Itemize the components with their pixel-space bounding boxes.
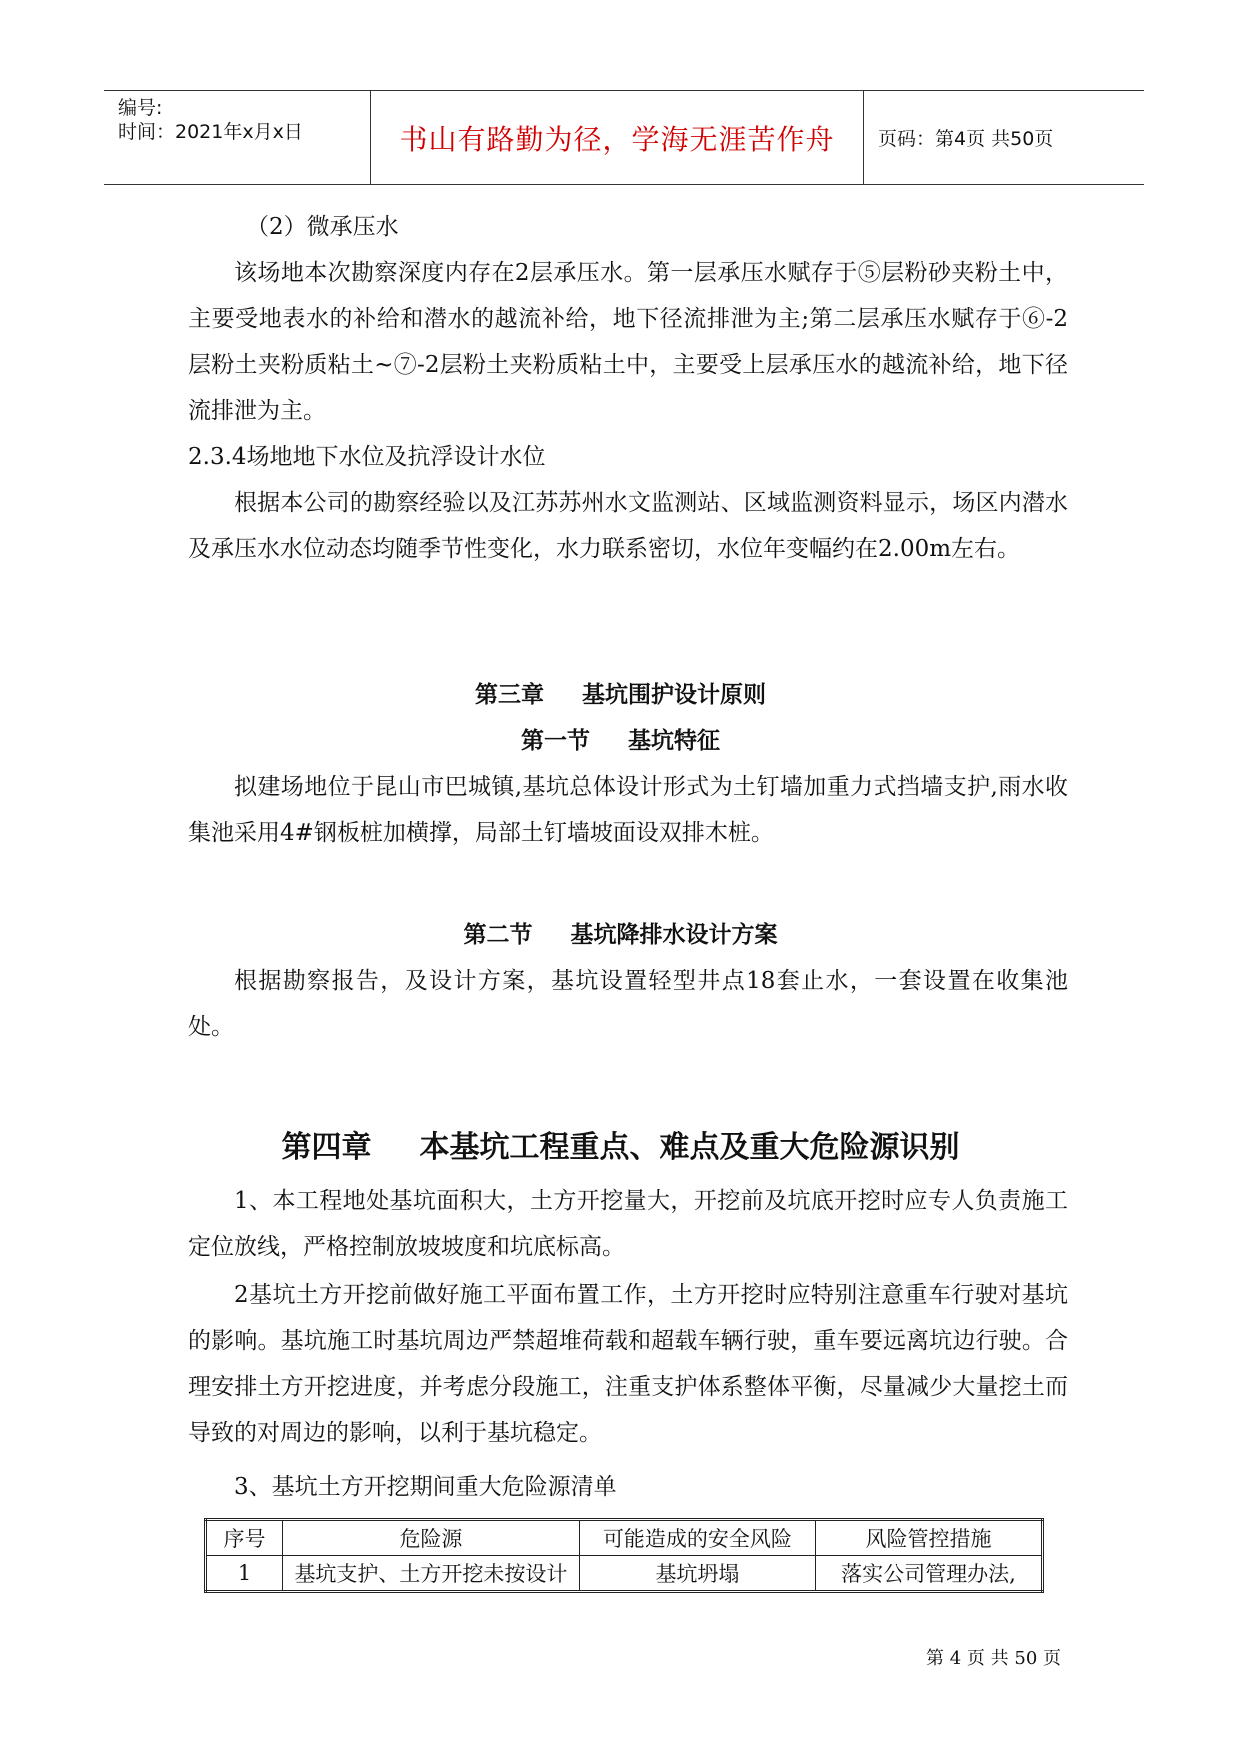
header-motto: 书山有路勤为径，学海无涯苦作舟	[399, 122, 835, 156]
chapter-heading	[0, 676, 1241, 709]
paragraph: 2基坑土方开挖前做好施工平面布置工作，土方开挖时应特别注意重车行驶对基坑的影响。基坑施工时基坑周边严禁超堆荷载和超载车辆行驶，重车要远离坑边行驶。合理安排土方开挖进度，并考虑分段施工，注重支护体系整体平衡，尽量减少大量挖土而导致的对周边的影响，以利于基坑稳定。	[188, 1282, 1068, 1446]
chapter-heading	[0, 1122, 1241, 1166]
header-meta-cell	[104, 91, 371, 184]
section-heading	[0, 916, 1241, 949]
page-footer: 第 4 页 共 50 页	[926, 1648, 1061, 1669]
chapter-number: 第三章	[475, 682, 544, 708]
section-heading: 2.3.4场地地下水位及抗浮设计水位	[188, 444, 546, 470]
paragraph: 根据勘察报告，及设计方案，基坑设置轻型井点18套止水，一套设置在收集池处。	[188, 968, 1068, 1040]
page-header	[104, 90, 1144, 185]
table-cell: 基坑坍塌	[579, 1556, 815, 1592]
chapter-title: 基坑围护设计原则	[582, 682, 766, 708]
document-time-label: 时间：2021年x月x日	[118, 121, 303, 143]
header-motto-cell	[371, 91, 864, 184]
section-title: 基坑特征	[628, 728, 720, 754]
paragraph: 根据本公司的勘察经验以及江苏苏州水文监测站、区域监测资料显示，场区内潜水及承压水水位动态均随季节性变化，水力联系密切，水位年变幅约在2.00m左右。	[188, 490, 1068, 562]
table-header-cell: 危险源	[283, 1520, 580, 1556]
table-header-cell: 序号	[206, 1520, 283, 1556]
section-number: 第一节	[521, 728, 590, 754]
table-cell: 基坑支护、土方开挖未按设计	[283, 1556, 580, 1592]
table-header-row	[206, 1520, 1043, 1556]
table-cell: 1	[206, 1556, 283, 1592]
paragraph: 该场地本次勘察深度内存在2层承压水。第一层承压水赋存于⑤层粉砂夹粉土中，主要受地表水的补给和潜水的越流补给，地下径流排泄为主;第二层承压水赋存于⑥-2层粉土夹粉质粘土~⑦-2层粉土夹粉质粘土中，主要受上层承压水的越流补给，地下径流排泄为主。	[188, 260, 1068, 424]
table-cell: 落实公司管理办法,	[815, 1556, 1042, 1592]
list-heading: 3、基坑土方开挖期间重大危险源清单	[234, 1474, 617, 1500]
section-heading	[0, 722, 1241, 755]
subsection-heading: （2）微承压水	[246, 214, 399, 240]
chapter-title: 本基坑工程重点、难点及重大危险源识别	[419, 1130, 960, 1165]
hazard-table	[204, 1518, 1044, 1593]
paragraph: 拟建场地位于昆山市巴城镇,基坑总体设计形式为土钉墙加重力式挡墙支护,雨水收集池采用4#钢板桩加横撑，局部土钉墙坡面设双排木桩。	[188, 774, 1068, 846]
section-number: 第二节	[463, 922, 533, 948]
table-header-cell: 风险管控措施	[815, 1520, 1042, 1556]
header-page-code: 页码：第4页 共50页	[878, 128, 1054, 150]
document-number-label: 编号:	[118, 97, 163, 119]
header-page-cell	[864, 91, 1144, 184]
table-header-cell: 可能造成的安全风险	[579, 1520, 815, 1556]
paragraph: 1、本工程地处基坑面积大，土方开挖量大，开挖前及坑底开挖时应专人负责施工定位放线，严格控制放坡坡度和坑底标高。	[188, 1188, 1068, 1260]
chapter-number: 第四章	[281, 1130, 372, 1165]
section-title: 基坑降排水设计方案	[570, 922, 778, 948]
table-row	[206, 1556, 1043, 1592]
